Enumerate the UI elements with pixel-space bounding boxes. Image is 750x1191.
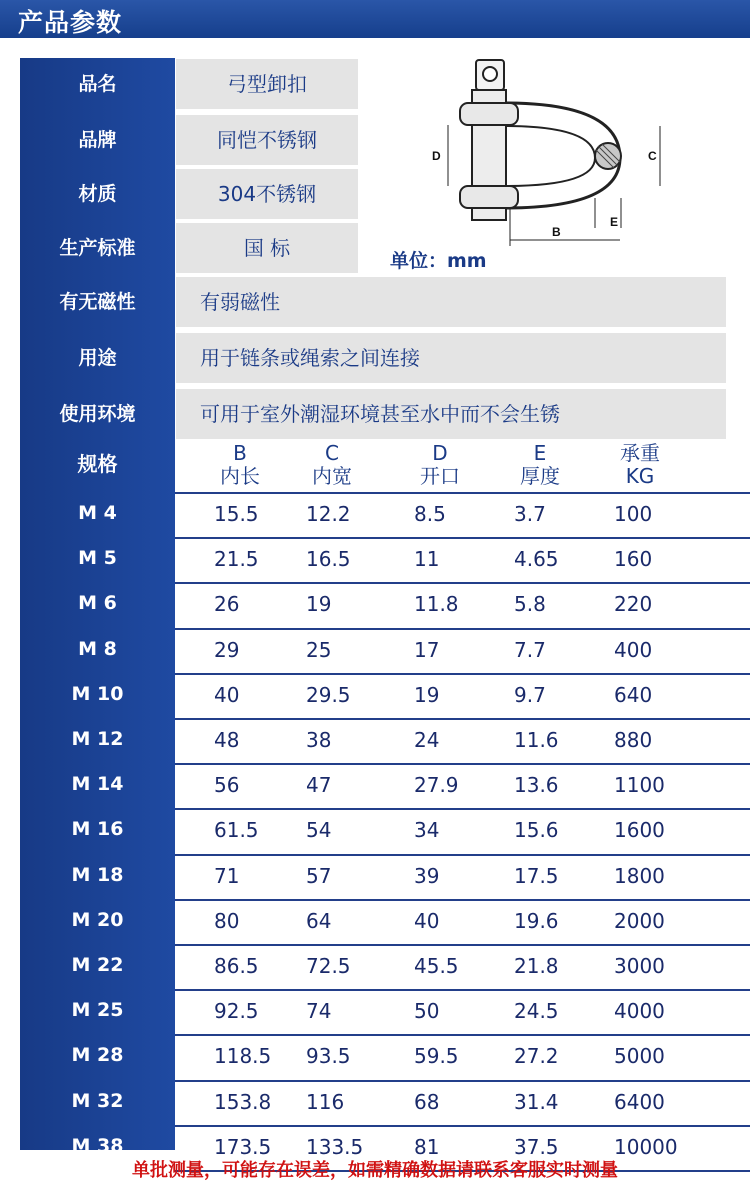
spec-value: 用于链条或绳索之间连接 xyxy=(176,333,726,383)
pin-collar-top xyxy=(460,103,518,125)
row-divider xyxy=(175,1080,750,1082)
table-cell: 57 xyxy=(306,864,332,888)
table-cell: 640 xyxy=(614,683,653,707)
table-cell: 39 xyxy=(414,864,440,888)
table-cell: 40 xyxy=(214,683,240,707)
table-cell: 5.8 xyxy=(514,592,546,616)
column-header-name: 内宽 xyxy=(312,464,352,488)
table-cell: 59.5 xyxy=(414,1044,459,1068)
section-header xyxy=(0,0,750,38)
table-cell: 29.5 xyxy=(306,683,351,707)
size-label: M 6 xyxy=(78,592,117,614)
table-cell: 92.5 xyxy=(214,999,259,1023)
table-cell: 72.5 xyxy=(306,954,351,978)
column-header-letter: B xyxy=(233,441,247,465)
spec-label: 材质 xyxy=(78,183,117,205)
table-cell: 50 xyxy=(414,999,440,1023)
table-cell: 45.5 xyxy=(414,954,459,978)
spec-value: 弓型卸扣 xyxy=(176,59,358,109)
table-cell: 24 xyxy=(414,728,440,752)
spec-value: 304不锈钢 xyxy=(176,169,358,219)
size-label: M 28 xyxy=(71,1044,124,1066)
spec-label: 使用环境 xyxy=(59,403,136,425)
table-cell: 100 xyxy=(614,502,653,526)
table-cell: 15.6 xyxy=(514,818,559,842)
spec-value: 有弱磁性 xyxy=(176,277,726,327)
table-cell: 3000 xyxy=(614,954,665,978)
table-cell: 56 xyxy=(214,773,240,797)
row-divider xyxy=(175,944,750,946)
column-header xyxy=(408,442,472,488)
size-label: M 16 xyxy=(71,818,124,840)
row-divider xyxy=(175,628,750,630)
table-cell: 10000 xyxy=(614,1135,678,1159)
size-label: M 38 xyxy=(71,1135,124,1157)
size-label: M 32 xyxy=(71,1090,124,1112)
pin-hole xyxy=(483,67,497,81)
column-header-name: 内长 xyxy=(220,464,260,488)
column-header xyxy=(300,442,364,488)
table-cell: 11.6 xyxy=(514,728,559,752)
table-cell: 27.2 xyxy=(514,1044,559,1068)
table-cell: 7.7 xyxy=(514,638,546,662)
section-title: 产品参数 xyxy=(18,8,123,37)
size-label: M 12 xyxy=(71,728,124,750)
size-label: M 20 xyxy=(71,909,124,931)
spec-label: 生产标准 xyxy=(59,237,136,259)
size-label: M 14 xyxy=(71,773,124,795)
table-cell: 133.5 xyxy=(306,1135,364,1159)
dim-label-d: D xyxy=(432,149,441,163)
table-cell: 27.9 xyxy=(414,773,459,797)
table-cell: 38 xyxy=(306,728,332,752)
table-cell: 40 xyxy=(414,909,440,933)
table-cell: 11 xyxy=(414,547,440,571)
size-label: M 22 xyxy=(71,954,124,976)
table-cell: 1600 xyxy=(614,818,665,842)
table-cell: 74 xyxy=(306,999,332,1023)
table-cell: 54 xyxy=(306,818,332,842)
table-cell: 17.5 xyxy=(514,864,559,888)
dim-label-e: E xyxy=(610,215,619,229)
table-cell: 16.5 xyxy=(306,547,351,571)
size-label: M 8 xyxy=(78,638,117,660)
table-cell: 2000 xyxy=(614,909,665,933)
column-header-letter: 承重 xyxy=(620,441,660,465)
row-divider xyxy=(175,673,750,675)
size-label: M 4 xyxy=(78,502,117,524)
spec-label: 品名 xyxy=(78,73,117,95)
column-header-letter: C xyxy=(325,441,339,465)
table-cell: 3.7 xyxy=(514,502,546,526)
column-header-name: 开口 xyxy=(420,464,460,488)
table-cell: 48 xyxy=(214,728,240,752)
row-divider xyxy=(175,854,750,856)
table-cell: 86.5 xyxy=(214,954,259,978)
size-label: M 5 xyxy=(78,547,117,569)
table-cell: 160 xyxy=(614,547,653,571)
table-cell: 93.5 xyxy=(306,1044,351,1068)
table-cell: 8.5 xyxy=(414,502,446,526)
row-divider xyxy=(175,537,750,539)
table-cell: 34 xyxy=(414,818,440,842)
unit-label: 单位：mm xyxy=(390,250,487,272)
column-header-name: KG xyxy=(625,464,655,488)
table-cell: 9.7 xyxy=(514,683,546,707)
size-label: M 18 xyxy=(71,864,124,886)
table-cell: 12.2 xyxy=(306,502,351,526)
row-header-label: 规格 xyxy=(77,452,118,476)
column-header xyxy=(508,442,572,488)
table-cell: 19 xyxy=(306,592,332,616)
table-cell: 24.5 xyxy=(514,999,559,1023)
dim-label-c: C xyxy=(648,149,657,163)
disclaimer-note: 单批测量，可能存在误差，如需精确数据请联系客服实时测量 xyxy=(132,1160,618,1181)
table-cell: 4000 xyxy=(614,999,665,1023)
table-cell: 25 xyxy=(306,638,332,662)
table-cell: 37.5 xyxy=(514,1135,559,1159)
table-cell: 80 xyxy=(214,909,240,933)
spec-value: 同恺不锈钢 xyxy=(176,115,358,165)
table-cell: 6400 xyxy=(614,1090,665,1114)
spec-value: 可用于室外潮湿环境甚至水中而不会生锈 xyxy=(176,389,726,439)
table-cell: 31.4 xyxy=(514,1090,559,1114)
table-cell: 880 xyxy=(614,728,653,752)
table-cell: 1100 xyxy=(614,773,665,797)
row-divider xyxy=(175,1125,750,1127)
spec-label: 用途 xyxy=(78,347,117,369)
table-cell: 17 xyxy=(414,638,440,662)
table-cell: 21.5 xyxy=(214,547,259,571)
table-cell: 153.8 xyxy=(214,1090,272,1114)
table-cell: 19.6 xyxy=(514,909,559,933)
table-cell: 13.6 xyxy=(514,773,559,797)
table-cell: 71 xyxy=(214,864,240,888)
spec-label: 有无磁性 xyxy=(59,291,136,313)
table-cell: 400 xyxy=(614,638,653,662)
column-header-name: 厚度 xyxy=(520,464,560,488)
size-label: M 10 xyxy=(71,683,124,705)
shackle-diagram xyxy=(380,58,700,253)
table-cell: 29 xyxy=(214,638,240,662)
table-cell: 11.8 xyxy=(414,592,459,616)
size-label: M 25 xyxy=(71,999,124,1021)
row-divider xyxy=(175,1034,750,1036)
table-cell: 81 xyxy=(414,1135,440,1159)
column-header-letter: D xyxy=(432,441,448,465)
table-cell: 26 xyxy=(214,592,240,616)
table-cell: 15.5 xyxy=(214,502,259,526)
table-cell: 21.8 xyxy=(514,954,559,978)
table-cell: 19 xyxy=(414,683,440,707)
row-divider xyxy=(175,808,750,810)
column-header-letter: E xyxy=(533,441,547,465)
row-divider xyxy=(175,899,750,901)
table-cell: 61.5 xyxy=(214,818,259,842)
table-cell: 64 xyxy=(306,909,332,933)
table-cell: 68 xyxy=(414,1090,440,1114)
shackle-bow-inner xyxy=(505,126,595,186)
table-cell: 1800 xyxy=(614,864,665,888)
table-cell: 116 xyxy=(306,1090,345,1114)
row-divider xyxy=(175,582,750,584)
table-cell: 220 xyxy=(614,592,653,616)
spec-label: 品牌 xyxy=(78,129,117,151)
row-divider xyxy=(175,492,750,494)
table-cell: 4.65 xyxy=(514,547,559,571)
column-header xyxy=(608,442,672,488)
dim-label-b: B xyxy=(552,225,561,239)
spec-value: 国 标 xyxy=(176,223,358,273)
table-cell: 5000 xyxy=(614,1044,665,1068)
row-divider xyxy=(175,989,750,991)
row-divider xyxy=(175,763,750,765)
pin-collar-bottom xyxy=(460,186,518,208)
column-header xyxy=(208,442,272,488)
table-cell: 118.5 xyxy=(214,1044,272,1068)
table-cell: 47 xyxy=(306,773,332,797)
row-divider xyxy=(175,718,750,720)
table-cell: 173.5 xyxy=(214,1135,272,1159)
